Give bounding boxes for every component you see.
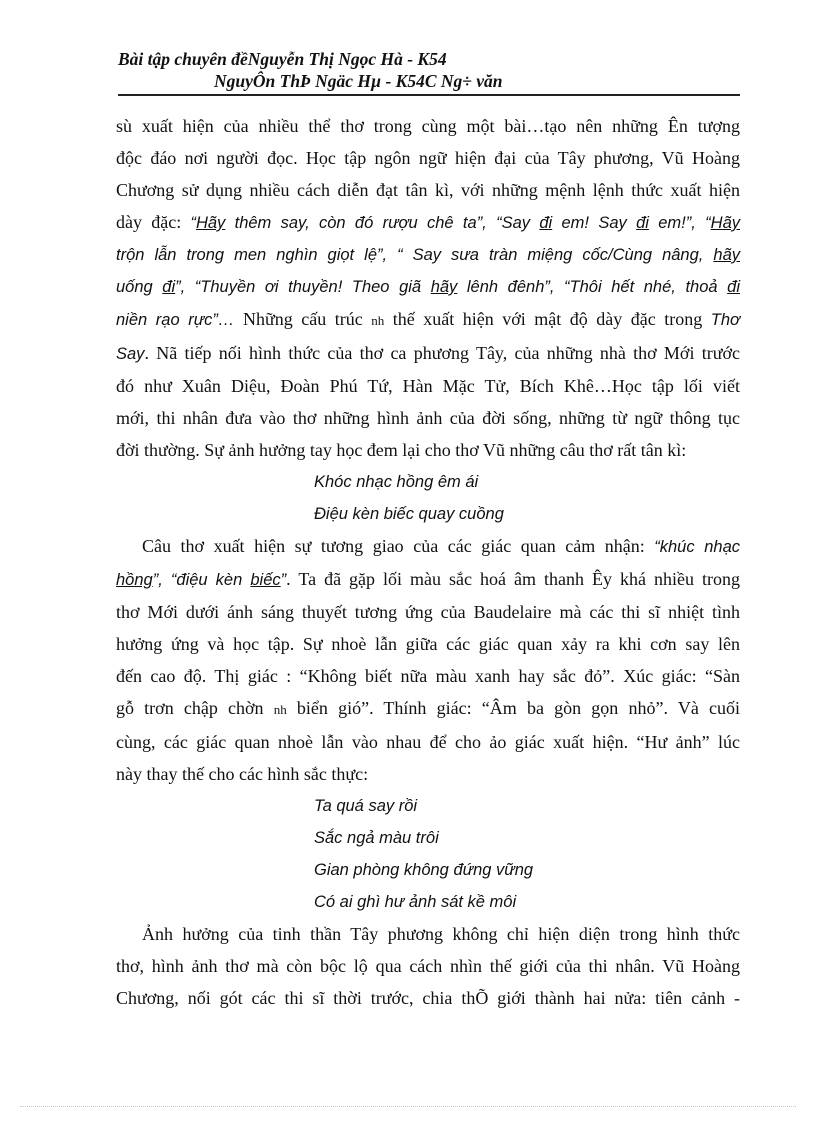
text: thêm say, còn đó rượu chê ta”, “Say: [225, 214, 540, 232]
text: . Ta đã gặp lối màu sắc hoá âm thanh Êy khá nhiều trong: [286, 569, 741, 589]
text: ”, “: [152, 571, 177, 589]
text: Chương, nối gót các thi sĩ thời trước, chia thÕ giới thành hai nửa: tiên cảnh -: [116, 988, 740, 1008]
text: đến cao độ. Thị giác : “Không biết nữa màu xanh hay sắc đỏ”. Xúc giác: “Sàn: [116, 666, 740, 686]
text: thơ, hình ảnh thơ mà còn bộc lộ qua cách nhìn thế giới của thi nhân. Vũ Hoàng: [116, 956, 740, 976]
document-body: [116, 110, 740, 1014]
underlined-word: hãy: [430, 278, 458, 296]
text: biển gió”. Thính giác: “Âm ba gòn gọn nhỏ”. Và cuối: [286, 698, 740, 718]
paragraph-line: [116, 206, 740, 239]
verse-line: Sắc ngả màu trôi: [314, 829, 439, 847]
text: cùng, các giác quan nhoè lẫn vào nhau để cho ảo giác xuất hiện. “Hư ảnh” lúc: [116, 732, 740, 752]
paragraph-line: [116, 660, 740, 692]
verse-line: Khóc nhạc hồng êm ái: [314, 473, 479, 491]
paragraph-line: [116, 434, 740, 466]
paragraph-line: [116, 239, 740, 271]
verse-line: Có ai ghì hư ảnh sát kề môi: [314, 893, 517, 911]
underlined-word: đi: [539, 214, 553, 232]
quote: niền rạo rực”…: [116, 311, 235, 329]
text: Câu thơ xuất hiện sự tương giao của các giác quan cảm nhận:: [142, 536, 655, 556]
text: thơ Mới dưới ánh sáng thuyết tương ứng của Baudelaire mà các thi sĩ nhiệt tình: [116, 602, 740, 622]
header-line-1: Bài tập chuyên đềNguyễn Thị Ngọc Hà - K54: [118, 49, 447, 69]
verse-line: Ta quá say rồi: [314, 797, 418, 815]
text: gỗ trơn chập chờn: [116, 698, 274, 718]
book-title: Say: [116, 345, 145, 363]
text: trộn lẫn trong men nghìn giọt lệ”, “ Say sưa tràn miệng cốc/Cùng nâng,: [116, 246, 714, 264]
text: này thay thế cho các hình sắc thực:: [116, 764, 369, 784]
page-bottom-divider: [20, 1106, 796, 1107]
verse-line: Điệu kèn biếc quay cuồng: [314, 505, 504, 523]
text: em!”, “: [648, 214, 711, 232]
paragraph-line: [116, 402, 740, 434]
underlined-word: Hãy: [710, 214, 741, 232]
paragraph-line: [116, 758, 740, 790]
underlined-word: hãy: [713, 246, 740, 264]
paragraph-line: [116, 530, 740, 563]
text: sù xuất hiện của nhiều thể thơ trong cùng một bài…tạo nên những Ên tượng: [116, 116, 740, 136]
underlined-word: biếc: [250, 571, 281, 589]
text: hưởng ứng và học tập. Sự nhoè lẫn giữa các giác quan xảy ra khi cơn say lên: [116, 634, 740, 654]
text: Chương sử dụng nhiều cách diễn đạt tân kì, với những mệnh lệnh thức xuất hiện: [116, 180, 740, 200]
text: em! Say: [552, 214, 637, 232]
verse-line: Gian phòng không đứng vững: [314, 861, 534, 879]
paragraph-line: [116, 692, 740, 726]
underlined-word: đi: [727, 278, 740, 296]
text: đời thường. Sự ảnh hưởng tay học đem lại cho thơ Vũ những câu thơ rất tân kì:: [116, 440, 687, 460]
text: độc đáo nơi người đọc. Học tập ngôn ngữ hiện đại của Tây phương, Vũ Hoàng: [116, 148, 740, 168]
quote: [116, 571, 286, 589]
page-header: [118, 48, 740, 96]
text: ”, “Thuyền ơi thuyền! Theo giã: [175, 278, 431, 296]
paragraph-line: [116, 174, 740, 206]
paragraph-line: [116, 982, 740, 1014]
quote: [190, 214, 740, 232]
paragraph-line: [116, 596, 740, 628]
paragraph-line: [116, 950, 740, 982]
paragraph-line: [116, 337, 740, 370]
text: dày đặc:: [116, 212, 191, 232]
text: “: [190, 214, 196, 232]
header-line-2: NguyÔn ThÞ Ngäc Hµ - K54C Ng÷ văn: [214, 71, 503, 91]
text: điệu kèn: [176, 571, 251, 589]
text: . Nã tiếp nối hình thức của thơ ca phương Tây, của những nhà thơ Mới trước: [144, 343, 740, 363]
text: mới, thi nhân đưa vào thơ những hình ảnh của đời sống, những từ ngữ thông tục: [116, 408, 740, 428]
text: uống: [116, 278, 163, 296]
paragraph-line: [116, 303, 740, 337]
underlined-word: đi: [636, 214, 649, 232]
paragraph-line: [116, 918, 740, 950]
text: lênh đênh”, “Thôi hết nhé, thoả: [457, 278, 728, 296]
text: ”: [280, 571, 287, 589]
paragraph-line: [116, 726, 740, 758]
paragraph-line: [116, 142, 740, 174]
small-text: nh: [371, 313, 385, 328]
text: thế xuất hiện với mật độ dày đặc trong: [384, 309, 711, 329]
paragraph-line: [116, 563, 740, 596]
text: đó như Xuân Diệu, Đoàn Phú Tứ, Hàn Mặc Tử, Bích Khê…Học tập lối viết: [116, 376, 740, 396]
paragraph-line: [116, 271, 740, 303]
underlined-word: hồng: [116, 571, 153, 589]
quote: “khúc nhạc: [654, 538, 741, 556]
paragraph-line: [116, 370, 740, 402]
paragraph-line: [116, 628, 740, 660]
underlined-word: đi: [162, 278, 176, 296]
book-title: Thơ: [710, 311, 740, 329]
paragraph-line: [116, 110, 740, 142]
text: Những cấu trúc: [234, 309, 372, 329]
text: Ảnh hưởng của tinh thần Tây phương không chỉ hiện diện trong hình thức: [142, 924, 740, 944]
underlined-word: Hãy: [195, 214, 226, 232]
small-text: nh: [273, 702, 287, 717]
